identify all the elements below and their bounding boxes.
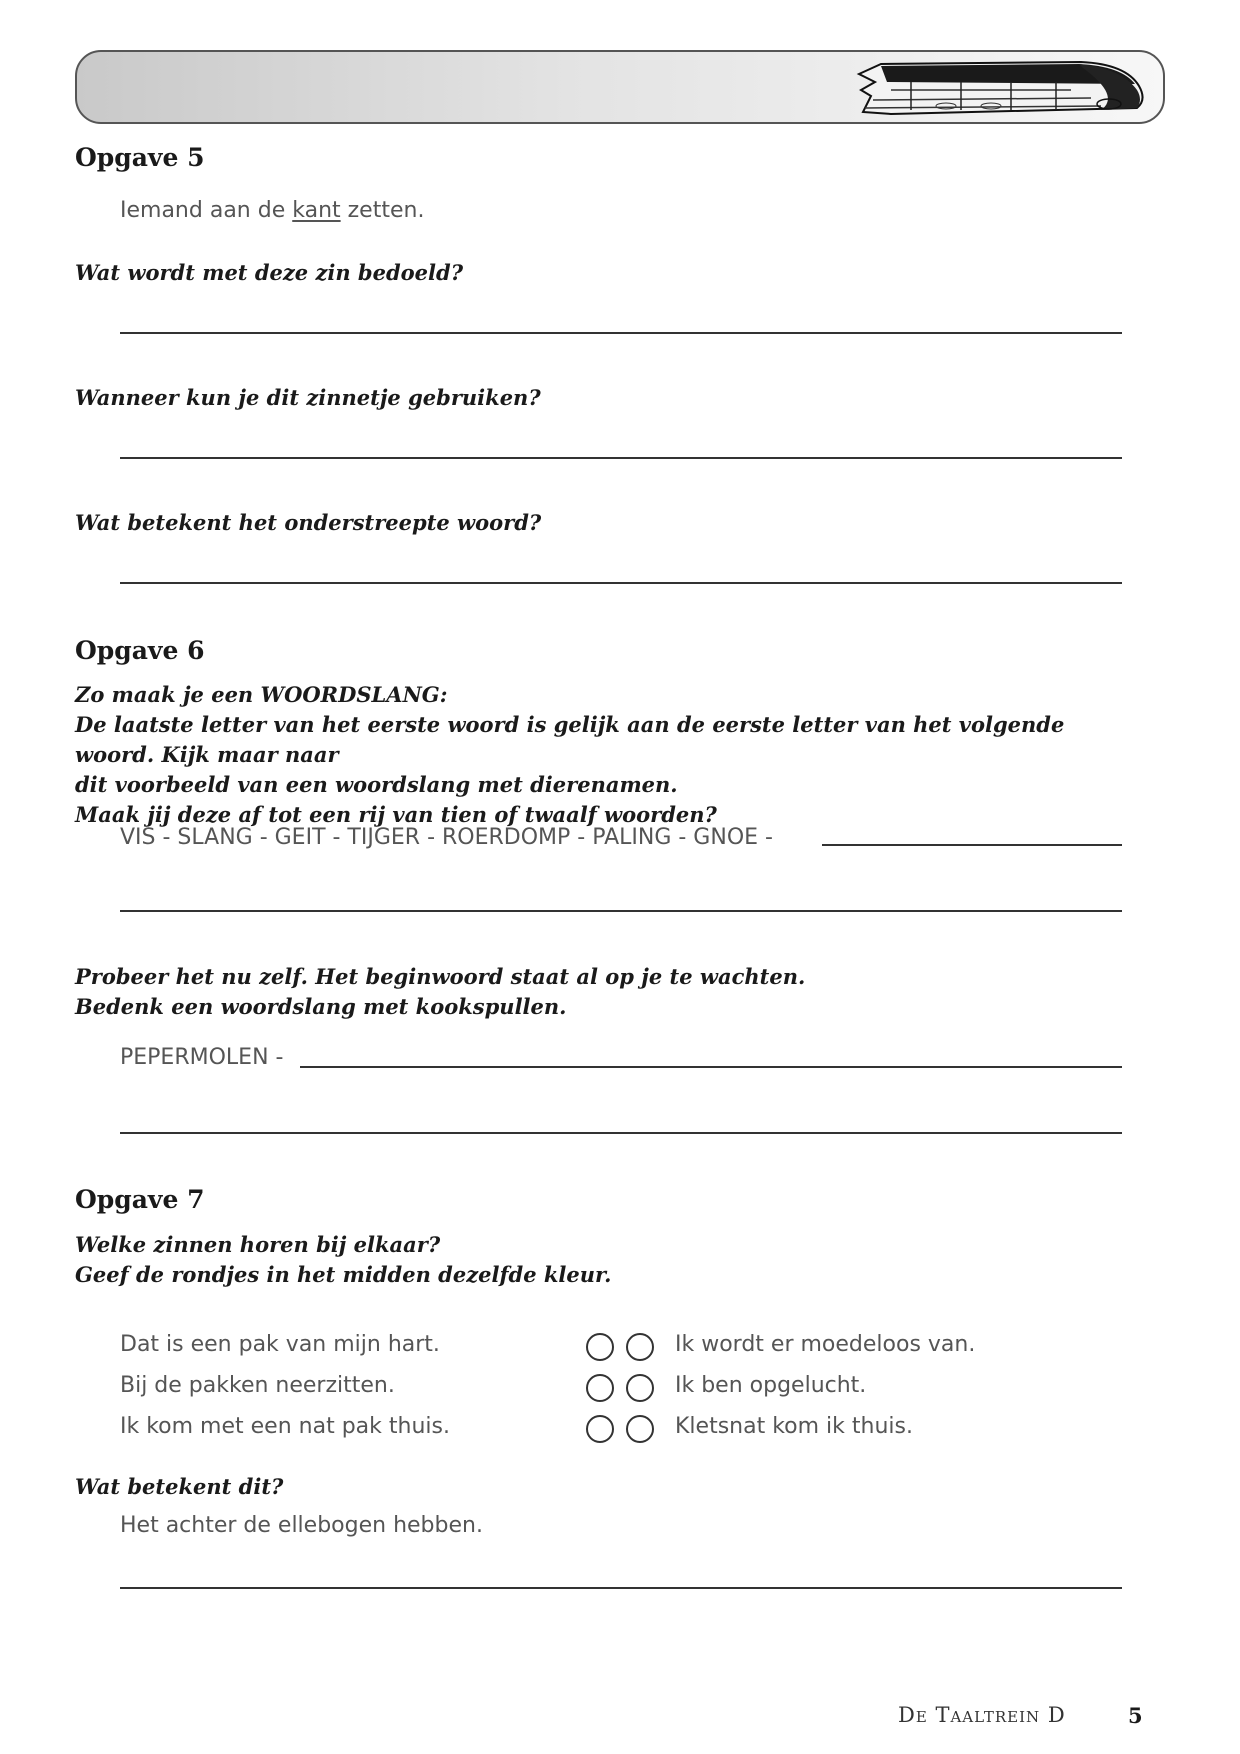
color-circle-right-1[interactable] — [626, 1333, 654, 1361]
example-fill-line[interactable] — [822, 844, 1122, 846]
instruction-line: De laatste letter van het eerste woord is gelijk aan de eerste letter van het volgende woord. Kijk maar naar — [75, 712, 1065, 767]
instruction-line: Welke zinnen horen bij elkaar? — [75, 1232, 441, 1257]
answer-line-1[interactable] — [120, 332, 1122, 334]
match-right-1: Ik wordt er moedeloos van. — [675, 1332, 976, 1357]
start-word-fill-line[interactable] — [300, 1066, 1122, 1068]
start-word: PEPERMOLEN - — [120, 1045, 284, 1070]
page-number: 5 — [1128, 1703, 1143, 1728]
match-left-2: Bij de pakken neerzitten. — [120, 1373, 395, 1398]
opgave-6-instructions-2 — [75, 962, 1135, 1022]
match-right-2: Ik ben opgelucht. — [675, 1373, 867, 1398]
color-circle-left-1[interactable] — [586, 1333, 614, 1361]
opgave-7-heading: Opgave 7 — [75, 1185, 205, 1214]
color-circle-left-2[interactable] — [586, 1374, 614, 1402]
woordslang-example: VIS - SLANG - GEIT - TIJGER - ROERDOMP - PALING - GNOE - — [120, 825, 773, 850]
opgave-5-heading: Opgave 5 — [75, 143, 205, 172]
opgave-6-instructions — [75, 680, 1135, 830]
answer-line-3[interactable] — [120, 582, 1122, 584]
answer-line-5[interactable] — [120, 1132, 1122, 1134]
opgave-7-instructions — [75, 1230, 1135, 1290]
answer-line-4[interactable] — [120, 910, 1122, 912]
question-when-use: Wanneer kun je dit zinnetje gebruiken? — [75, 385, 541, 410]
question-what-means: Wat betekent dit? — [75, 1474, 284, 1499]
instruction-line: Geef de rondjes in het midden dezelfde kleur. — [75, 1262, 612, 1287]
color-circle-left-3[interactable] — [586, 1415, 614, 1443]
train-icon — [851, 56, 1151, 120]
question-underlined-word: Wat betekent het onderstreepte woord? — [75, 510, 542, 535]
instruction-line: Maak jij deze af tot een rij van tien of twaalf woorden? — [75, 802, 717, 827]
question-meaning: Wat wordt met deze zin bedoeld? — [75, 260, 463, 285]
sentence-after: zetten. — [340, 198, 425, 223]
opgave-5-sentence — [120, 198, 424, 223]
instruction-line: Bedenk een woordslang met kookspullen. — [75, 994, 567, 1019]
sentence-before: Iemand aan de — [120, 198, 293, 223]
color-circle-right-2[interactable] — [626, 1374, 654, 1402]
answer-line-2[interactable] — [120, 457, 1122, 459]
match-right-3: Kletsnat kom ik thuis. — [675, 1414, 913, 1439]
opgave-6-heading: Opgave 6 — [75, 636, 205, 665]
underlined-word: kant — [292, 198, 341, 223]
instruction-line: Zo maak je een WOORDSLANG: — [75, 682, 448, 707]
opgave-7-sentence: Het achter de ellebogen hebben. — [120, 1513, 483, 1538]
match-left-1: Dat is een pak van mijn hart. — [120, 1332, 440, 1357]
answer-line-6[interactable] — [120, 1587, 1122, 1589]
color-circle-right-3[interactable] — [626, 1415, 654, 1443]
instruction-line: dit voorbeeld van een woordslang met dierenamen. — [75, 772, 678, 797]
instruction-line: Probeer het nu zelf. Het beginwoord staat al op je te wachten. — [75, 964, 806, 989]
footer-book-title: De Taaltrein D — [898, 1703, 1066, 1727]
header-bar — [75, 50, 1165, 124]
match-left-3: Ik kom met een nat pak thuis. — [120, 1414, 450, 1439]
